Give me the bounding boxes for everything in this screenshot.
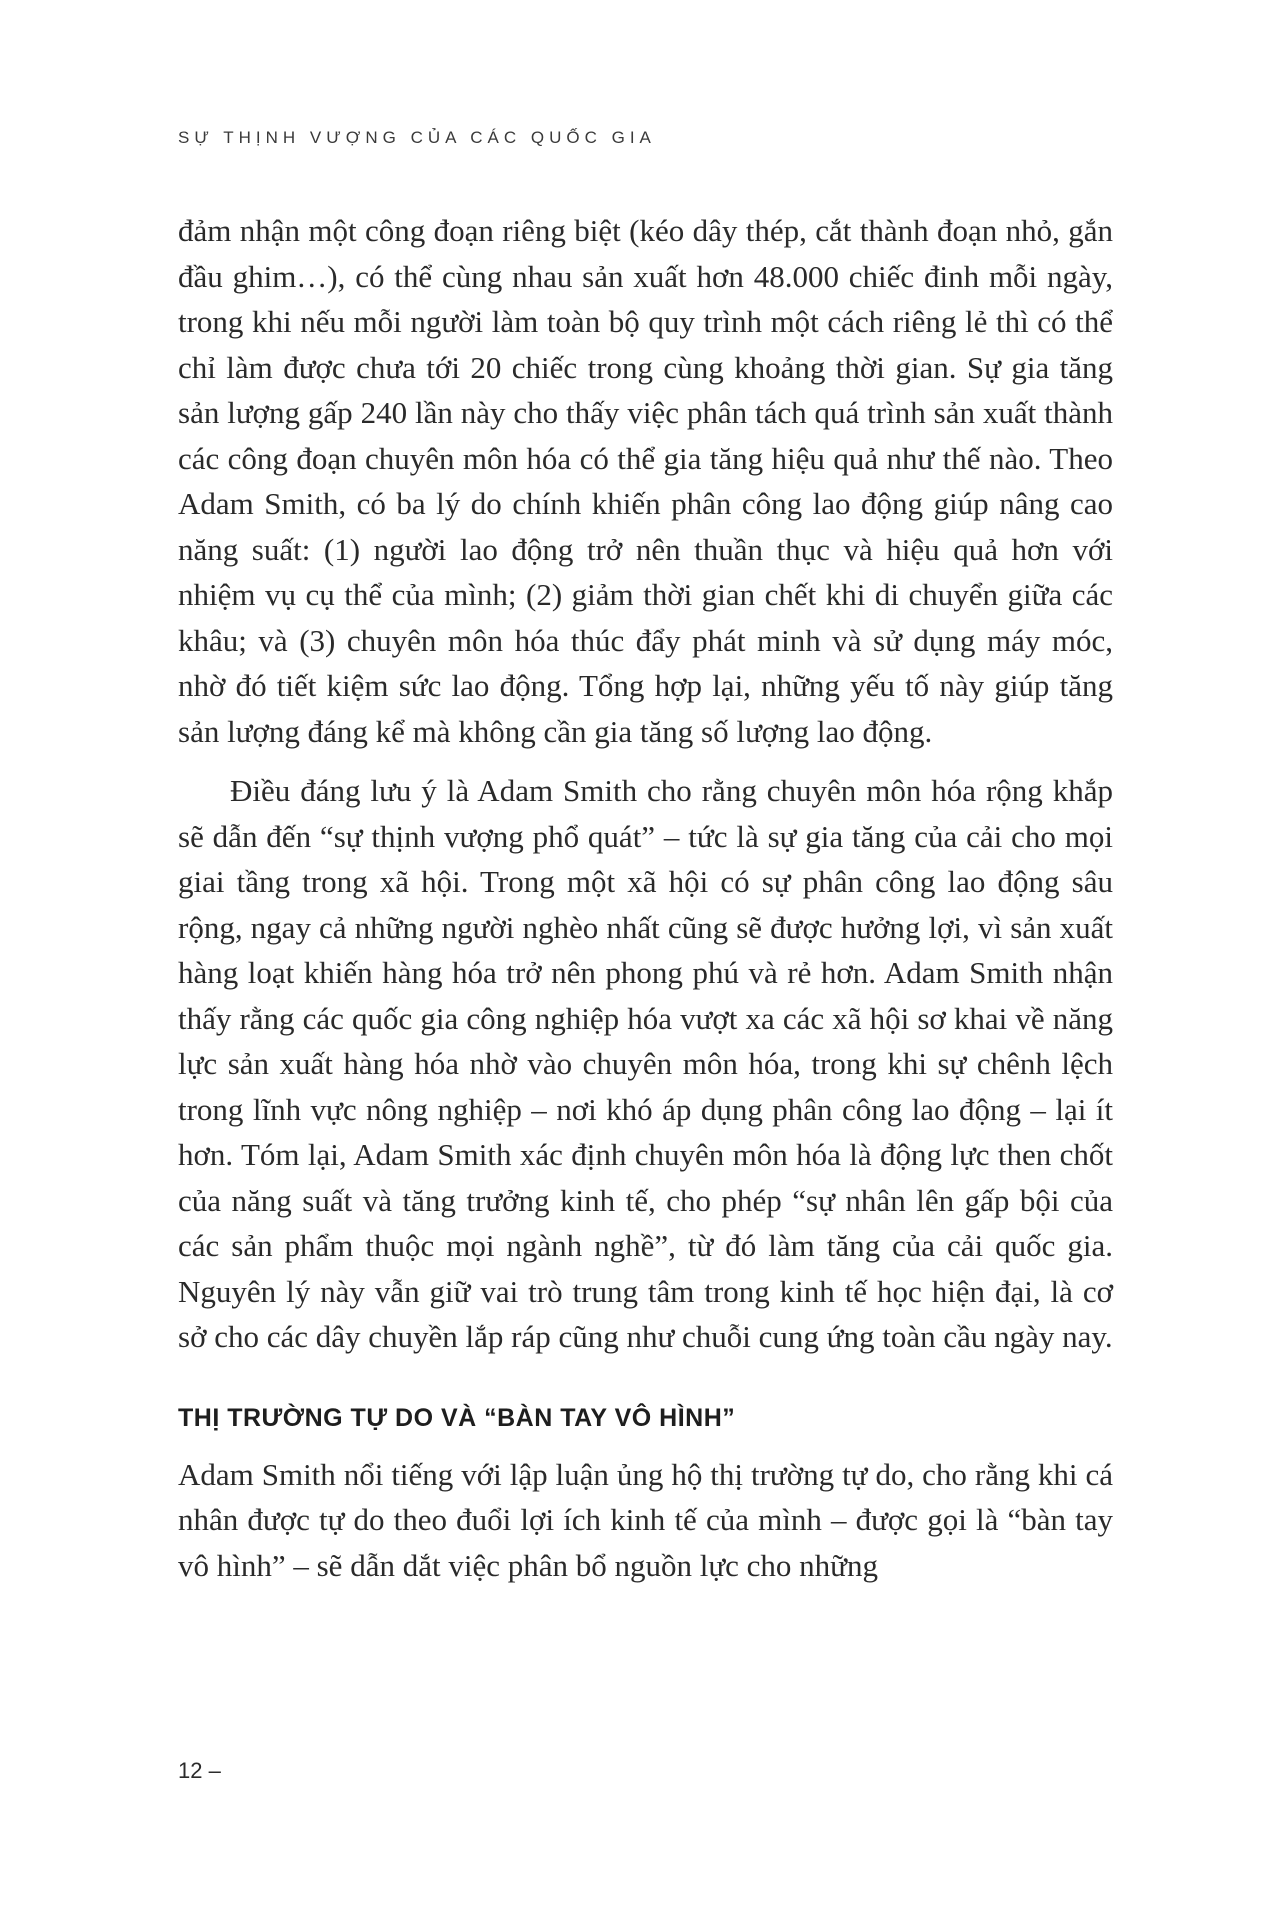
section-heading: THỊ TRƯỜNG TỰ DO VÀ “BÀN TAY VÔ HÌNH” [178,1403,736,1432]
paragraph: Điều đáng lưu ý là Adam Smith cho rằng chuyên môn hóa rộng khắp sẽ dẫn đến “sự thịnh vượng phổ quát” – tức là sự gia tăng của cải cho mọi giai tầng trong xã hội. Trong một xã hội có sự phân công lao động sâu rộng, ngay cả những người nghèo nhất cũng sẽ được hưởng lợi, vì sản xuất hàng loạt khiến hàng hóa trở nên phong phú và rẻ hơn. Adam Smith nhận thấy rằng các quốc gia công nghiệp hóa vượt xa các xã hội sơ khai về năng lực sản xuất hàng hóa nhờ vào chuyên môn hóa, trong khi sự chênh lệch trong lĩnh vực nông nghiệp – nơi khó áp dụng phân công lao động – lại ít hơn. Tóm lại, Adam Smith xác định chuyên môn hóa là động lực then chốt của năng suất và tăng trưởng kinh tế, cho phép “sự nhân lên gấp bội của các sản phẩm thuộc mọi ngành nghề”, từ đó làm tăng của cải quốc gia. Nguyên lý này vẫn giữ vai trò trung tâm trong kinh tế học hiện đại, là cơ sở cho các dây chuyền lắp ráp cũng như chuỗi cung ứng toàn cầu ngày nay. [178,773,1113,1354]
paragraph: đảm nhận một công đoạn riêng biệt (kéo dây thép, cắt thành đoạn nhỏ, gắn đầu ghim…), có thể cùng nhau sản xuất hơn 48.000 chiếc đinh mỗi ngày, trong khi nếu mỗi người làm toàn bộ quy trình một cách riêng lẻ thì có thể chỉ làm được chưa tới 20 chiếc trong cùng khoảng thời gian. Sự gia tăng sản lượng gấp 240 lần này cho thấy việc phân tách quá trình sản xuất thành các công đoạn chuyên môn hóa có thể gia tăng hiệu quả như thế nào. Theo Adam Smith, có ba lý do chính khiến phân công lao động giúp nâng cao năng suất: (1) người lao động trở nên thuần thục và hiệu quả hơn với nhiệm vụ cụ thể của mình; (2) giảm thời gian chết khi di chuyển giữa các khâu; và (3) chuyên môn hóa thúc đẩy phát minh và sử dụng máy móc, nhờ đó tiết kiệm sức lao động. Tổng hợp lại, những yếu tố này giúp tăng sản lượng đáng kể mà không cần gia tăng số lượng lao động. [178,213,1113,749]
page-number: 12 – [178,1758,221,1783]
paragraph: Adam Smith nổi tiếng với lập luận ủng hộ thị trường tự do, cho rằng khi cá nhân được tự do theo đuổi lợi ích kinh tế của mình – được gọi là “bàn tay vô hình” – sẽ dẫn dắt việc phân bổ nguồn lực cho những [178,1456,1113,1583]
running-header: SỰ THỊNH VƯỢNG CỦA CÁC QUỐC GIA [178,128,656,147]
body-text [178,208,1113,1588]
